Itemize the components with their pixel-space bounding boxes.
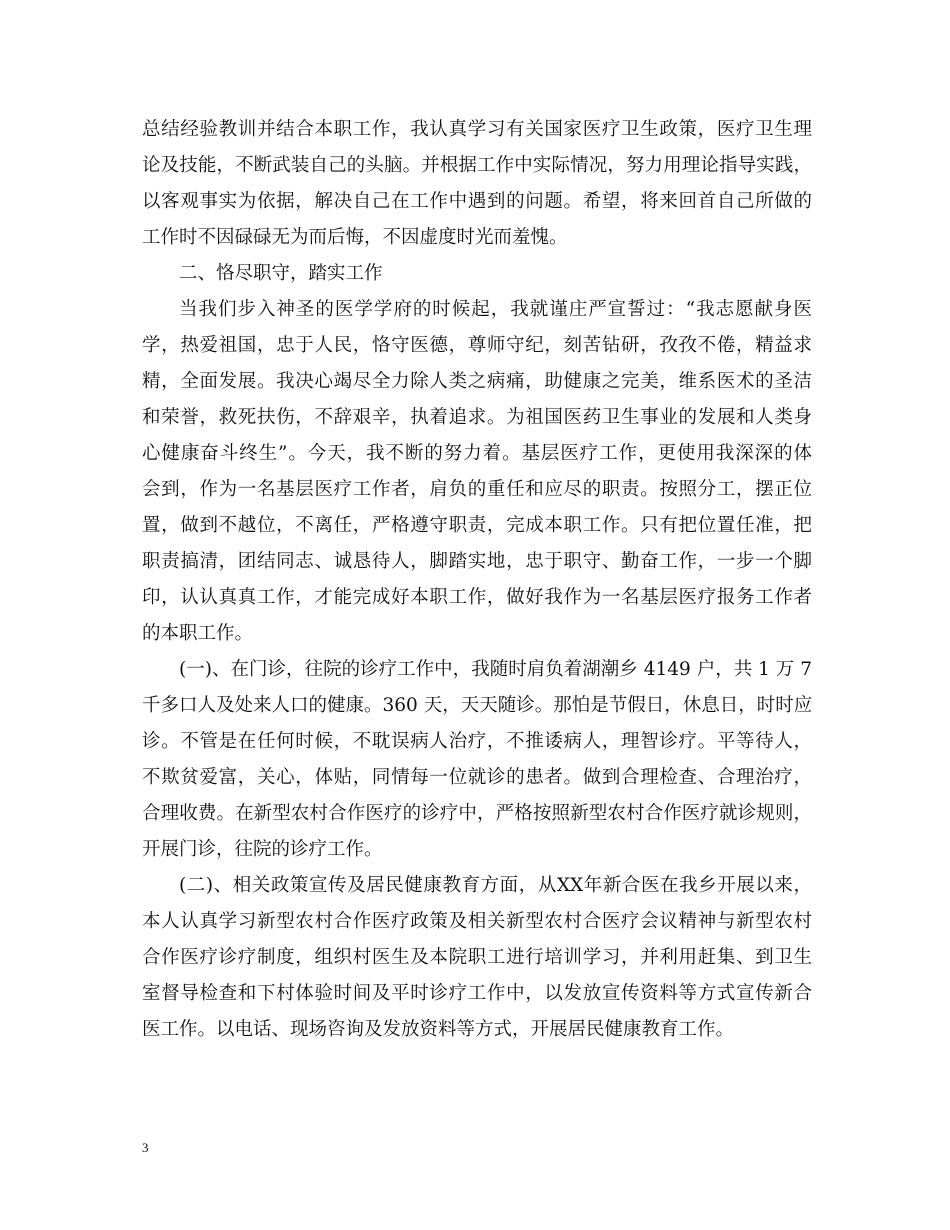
text-line: 论及技能，不断武装自己的头脑。并根据工作中实际情况，努力用理论指导实践， [142, 155, 812, 176]
text-line: 医工作。以电话、现场咨询及发放资料等方式，开展居民健康教育工作。 [142, 1019, 735, 1040]
text-line: (二)、相关政策宣传及居民健康教育方面，从XX年新合医在我乡开展以来， [179, 875, 812, 896]
text-line: 心健康奋斗终生”。今天，我不断的努力着。基层医疗工作，更使用我深深的体 [142, 443, 812, 464]
text-line: 和荣誉，救死扶伤，不辞艰辛，执着追求。为祖国医药卫生事业的发展和人类身 [142, 407, 812, 428]
text-line: 合作医疗诊疗制度，组织村医生及本院职工进行培训学习，并利用赶集、到卫生 [142, 947, 812, 968]
text-line: 千多口人及处来人口的健康。360 天，天天随诊。那怕是节假日，休息日，时时应 [142, 695, 813, 716]
text-line: (一)、在门诊，往院的诊疗工作中，我随时肩负着湖潮乡 4149 户，共 1 万 7 [179, 659, 812, 680]
text-line: 印，认认真真工作，才能完成好本职工作，做好我作为一名基层医疗报务工作者 [142, 587, 812, 608]
text-line: 诊。不管是在任何时候，不耽误病人治疗，不推诿病人，理智诊疗。平等待人， [142, 731, 812, 752]
text-line: 会到，作为一名基层医疗工作者，肩负的重任和应尽的职责。按照分工，摆正位 [142, 479, 812, 500]
document-body [142, 112, 812, 1048]
text-line: 开展门诊，往院的诊疗工作。 [142, 839, 383, 860]
text-line: 工作时不因碌碌无为而后悔，不因虚度时光而羞愧。 [142, 227, 568, 248]
text-line: 学，热爱祖国，忠于人民，恪守医德，尊师守纪，刻苦钻研，孜孜不倦，精益求 [142, 335, 812, 356]
text-line: 的本职工作。 [142, 623, 254, 644]
text-line: 当我们步入神圣的医学学府的时候起，我就谨庄严宣誓过：“我志愿献身医 [179, 299, 812, 320]
text-line: 总结经验教训并结合本职工作，我认真学习有关国家医疗卫生政策，医疗卫生理 [142, 119, 812, 140]
text-line: 二、恪尽职守，踏实工作 [179, 263, 383, 284]
text-line: 合理收费。在新型农村合作医疗的诊疗中，严格按照新型农村合作医疗就诊规则， [142, 803, 812, 824]
text-line: 以客观事实为依据，解决自己在工作中遇到的问题。希望，将来回首自己所做的 [142, 191, 812, 212]
text-line: 精，全面发展。我决心竭尽全力除人类之病痛，助健康之完美，维系医术的圣洁 [142, 371, 812, 392]
text-line: 置，做到不越位，不离任，严格遵守职责，完成本职工作。只有把位置任准，把 [142, 515, 812, 536]
text-line: 职责搞清，团结同志、诚恳待人，脚踏实地，忠于职守、勤奋工作，一步一个脚 [142, 551, 812, 572]
text-line: 本人认真学习新型农村合作医疗政策及相关新型农村合医疗会议精神与新型农村 [142, 911, 812, 932]
page-number: 3 [142, 1140, 149, 1155]
text-line: 不欺贫爱富，关心，体贴，同情每一位就诊的患者。做到合理检查、合理治疗， [142, 767, 812, 788]
text-line: 室督导检查和下村体验时间及平时诊疗工作中，以发放宣传资料等方式宣传新合 [142, 983, 812, 1004]
